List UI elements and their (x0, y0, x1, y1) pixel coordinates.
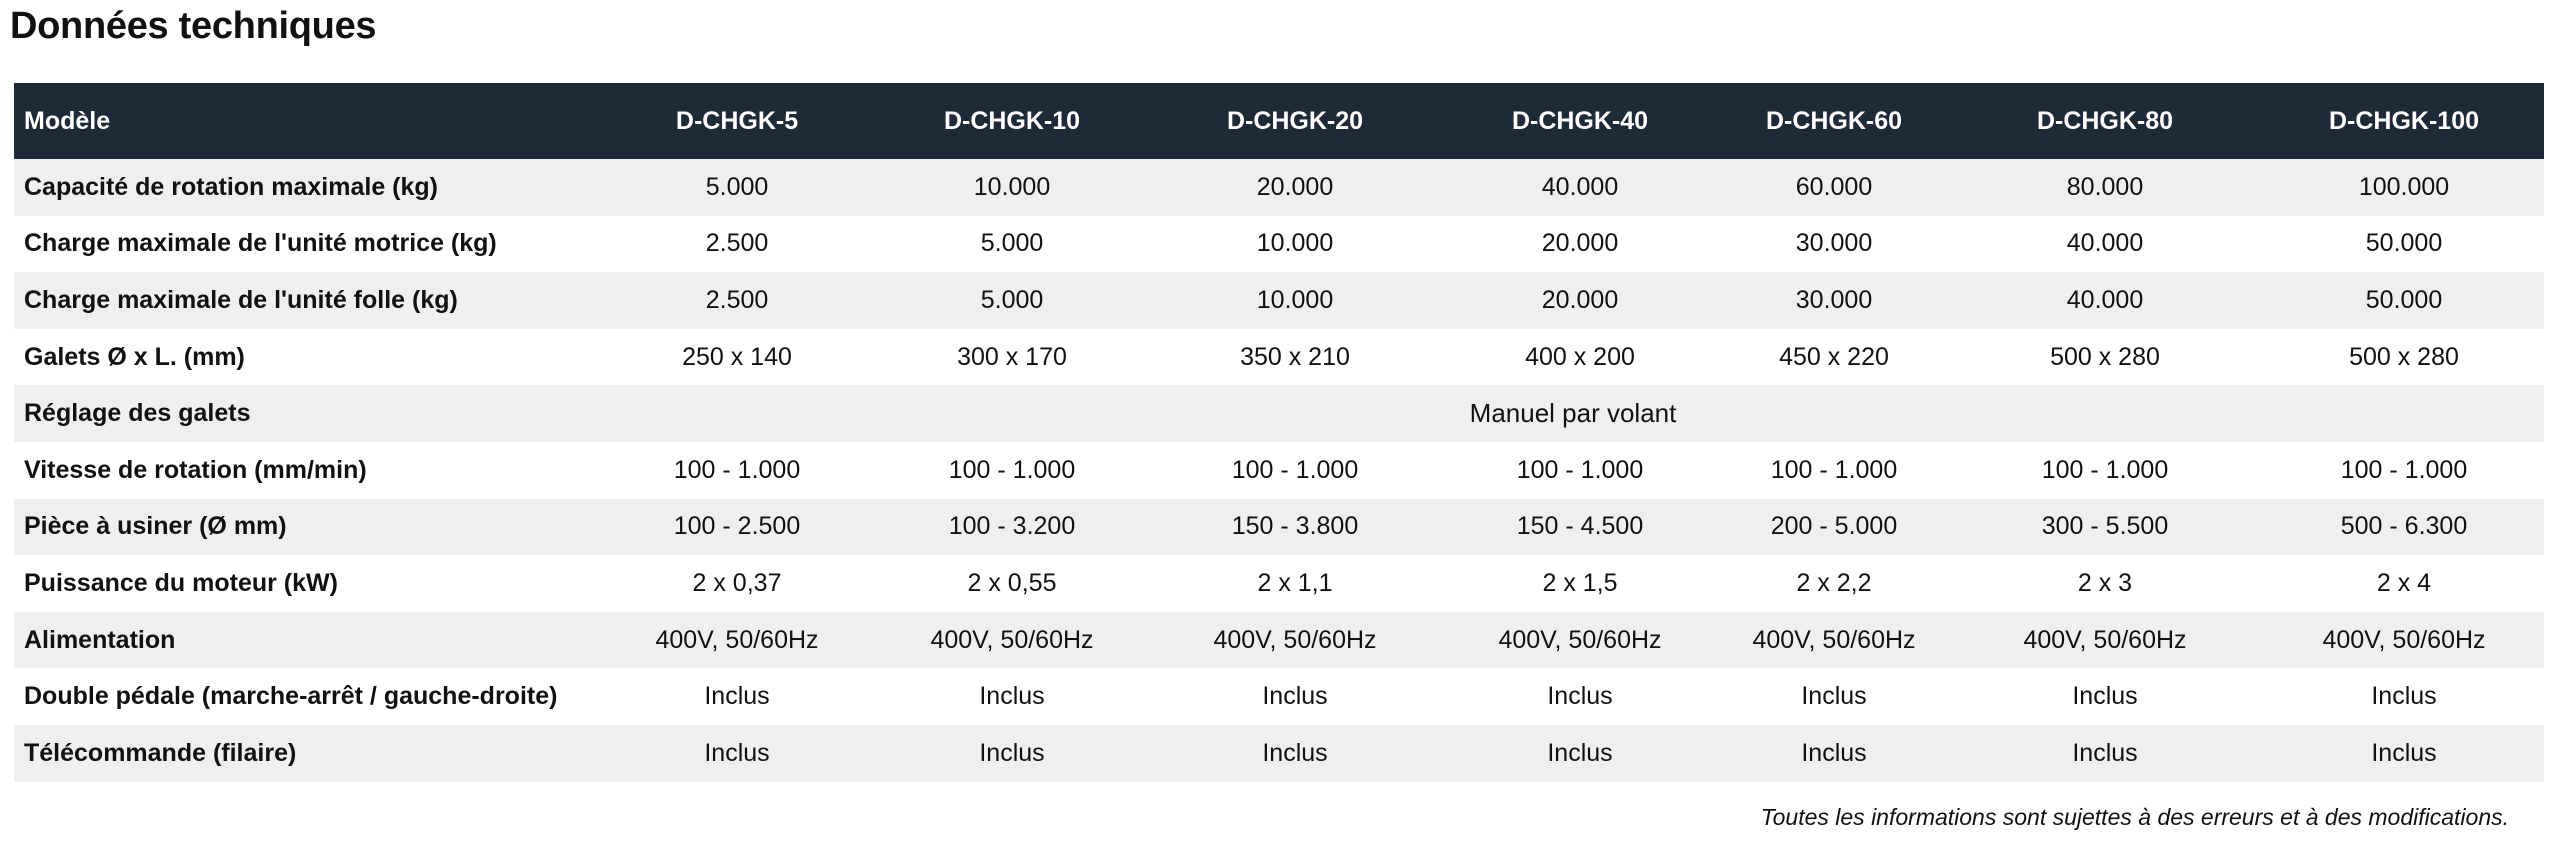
table-cell: 2 x 0,55 (967, 568, 1057, 597)
table-cell: 400V, 50/60Hz (2023, 625, 2187, 654)
table-header-row (14, 83, 2544, 159)
table-cell: 10.000 (1256, 285, 1334, 314)
table-cell: 100 - 1.000 (1770, 455, 1898, 484)
table-cell: 2 x 4 (2376, 568, 2432, 597)
table-cell: Inclus (1262, 682, 1328, 711)
table-cell: 40.000 (2066, 229, 2144, 258)
table-cell: 200 - 5.000 (1770, 512, 1898, 541)
table-cell: 100.000 (2358, 172, 2450, 201)
table-cell: 100 - 1.000 (673, 455, 801, 484)
row-label: Charge maximale de l'unité folle (kg) (24, 285, 458, 314)
table-cell: 40.000 (2066, 285, 2144, 314)
table-cell: Inclus (2371, 738, 2437, 767)
table-cell: 500 x 280 (2050, 342, 2160, 371)
disclaimer-footnote: Toutes les informations sont sujettes à des erreurs et à des modifications. (1760, 804, 2509, 830)
table-cell: 5.000 (980, 229, 1044, 258)
row-label: Vitesse de rotation (mm/min) (24, 455, 367, 484)
table-cell: 30.000 (1795, 229, 1873, 258)
table-cell: 450 x 220 (1779, 342, 1889, 371)
table-cell: 2 x 1,1 (1257, 568, 1333, 597)
table-row-drive-unit-load (14, 216, 2544, 273)
table-cell: 20.000 (1541, 285, 1619, 314)
table-cell: 50.000 (2365, 285, 2443, 314)
table-cell: 300 - 5.500 (2041, 512, 2169, 541)
table-cell: 20.000 (1256, 172, 1334, 201)
table-cell: 400 x 200 (1525, 342, 1635, 371)
table-row-motor-power (14, 555, 2544, 612)
table-cell: 400V, 50/60Hz (1213, 625, 1377, 654)
table-cell: Inclus (1547, 682, 1613, 711)
header-model-d-chgk-10: D-CHGK-10 (943, 106, 1081, 135)
table-row-max-rotation-capacity (14, 159, 2544, 216)
row-label: Galets Ø x L. (mm) (24, 342, 245, 371)
table-cell: 250 x 140 (682, 342, 792, 371)
header-model-d-chgk-20: D-CHGK-20 (1226, 106, 1364, 135)
table-cell: 2.500 (705, 229, 769, 258)
table-cell: 500 - 6.300 (2340, 512, 2468, 541)
row-label: Charge maximale de l'unité motrice (kg) (24, 229, 497, 258)
table-cell: Inclus (704, 682, 770, 711)
table-cell: Inclus (979, 738, 1045, 767)
table-cell: 2 x 1,5 (1542, 568, 1618, 597)
row-label: Réglage des galets (24, 399, 251, 428)
table-cell: 5.000 (980, 285, 1044, 314)
table-cell: 30.000 (1795, 285, 1873, 314)
table-cell: 100 - 1.000 (2340, 455, 2468, 484)
table-cell: 150 - 4.500 (1516, 512, 1644, 541)
header-model-d-chgk-80: D-CHGK-80 (2036, 106, 2174, 135)
table-row-idler-unit-load (14, 272, 2544, 329)
table-cell: Inclus (704, 738, 770, 767)
table-cell: 20.000 (1541, 229, 1619, 258)
table-cell: 40.000 (1541, 172, 1619, 201)
table-cell: 500 x 280 (2349, 342, 2459, 371)
row-label: Double pédale (marche-arrêt / gauche-droite) (24, 682, 558, 711)
table-row-roller-adjustment (14, 385, 2544, 442)
header-model-d-chgk-40: D-CHGK-40 (1511, 106, 1649, 135)
table-cell: 100 - 3.200 (948, 512, 1076, 541)
table-cell: 2 x 2,2 (1796, 568, 1872, 597)
table-cell: 100 - 1.000 (1516, 455, 1644, 484)
table-cell: 80.000 (2066, 172, 2144, 201)
table-cell: 100 - 1.000 (1231, 455, 1359, 484)
table-row-remote-control (14, 725, 2544, 782)
table-cell: 10.000 (973, 172, 1051, 201)
table-cell: Inclus (2072, 682, 2138, 711)
table-cell: Inclus (1547, 738, 1613, 767)
table-cell: 400V, 50/60Hz (930, 625, 1094, 654)
table-cell: 150 - 3.800 (1231, 512, 1359, 541)
table-row-power-supply (14, 612, 2544, 669)
header-model-d-chgk-60: D-CHGK-60 (1765, 106, 1903, 135)
header-model-d-chgk-100: D-CHGK-100 (2328, 106, 2480, 135)
table-cell: 60.000 (1795, 172, 1873, 201)
table-cell: 400V, 50/60Hz (655, 625, 819, 654)
row-label: Puissance du moteur (kW) (24, 568, 338, 597)
table-cell: Inclus (979, 682, 1045, 711)
table-cell: 50.000 (2365, 229, 2443, 258)
page-title: Données techniques (10, 5, 377, 47)
spec-table (14, 83, 2544, 782)
table-row-roller-dimensions (14, 329, 2544, 386)
table-cell-merged: Manuel par volant (1469, 398, 1677, 429)
table-cell: 2 x 3 (2077, 568, 2133, 597)
table-row-double-pedal (14, 668, 2544, 725)
table-cell: 2.500 (705, 285, 769, 314)
table-cell: Inclus (2371, 682, 2437, 711)
table-row-workpiece-diameter (14, 499, 2544, 556)
table-cell: 5.000 (705, 172, 769, 201)
row-label: Capacité de rotation maximale (kg) (24, 172, 439, 201)
table-cell: 350 x 210 (1240, 342, 1350, 371)
row-label: Pièce à usiner (Ø mm) (24, 512, 287, 541)
table-cell: 100 - 1.000 (948, 455, 1076, 484)
table-cell: 10.000 (1256, 229, 1334, 258)
table-cell: Inclus (1801, 738, 1867, 767)
table-cell: 100 - 2.500 (673, 512, 801, 541)
table-cell: Inclus (1801, 682, 1867, 711)
table-cell: 400V, 50/60Hz (2322, 625, 2486, 654)
header-model-d-chgk-5: D-CHGK-5 (675, 106, 799, 135)
table-cell: 100 - 1.000 (2041, 455, 2169, 484)
header-model-label: Modèle (24, 106, 111, 135)
table-cell: 300 x 170 (957, 342, 1067, 371)
table-cell: 400V, 50/60Hz (1752, 625, 1916, 654)
table-cell: Inclus (1262, 738, 1328, 767)
table-row-rotation-speed (14, 442, 2544, 499)
table-cell: 2 x 0,37 (692, 568, 782, 597)
row-label: Télécommande (filaire) (24, 738, 297, 767)
table-cell: 400V, 50/60Hz (1498, 625, 1662, 654)
row-label: Alimentation (24, 625, 176, 654)
table-cell: Inclus (2072, 738, 2138, 767)
